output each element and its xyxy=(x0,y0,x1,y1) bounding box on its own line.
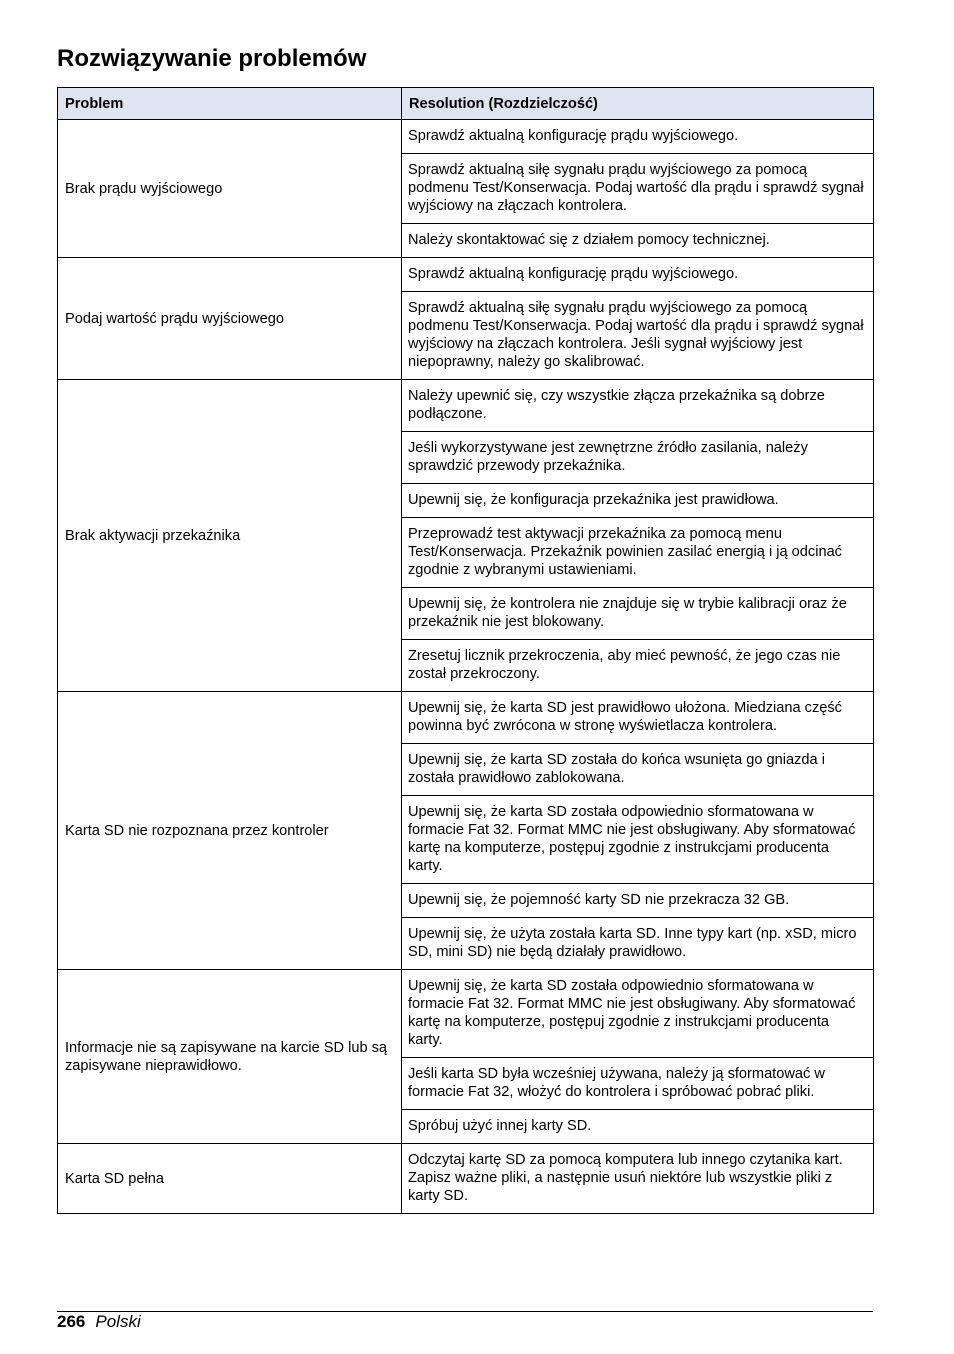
table-row xyxy=(58,692,874,744)
page-footer xyxy=(57,1312,141,1332)
problem-cell: Brak prądu wyjściowego xyxy=(58,120,402,258)
solution-cell: Sprawdź aktualną siłę sygnału prądu wyjściowego za pomocą podmenu Test/Konserwacja. Podaj wartość dla prądu i sprawdź sygnał wyjściowy na złączach kontrolera. Jeśli sygnał wyjściowy jest niepoprawny, należy go skalibrować. xyxy=(402,292,874,380)
solution-cell: Sprawdź aktualną konfigurację prądu wyjściowego. xyxy=(402,258,874,292)
solution-cell: Jeśli wykorzystywane jest zewnętrzne źródło zasilania, należy sprawdzić przewody przekaźnika. xyxy=(402,432,874,484)
header-problem: Problem xyxy=(58,88,402,120)
problem-cell: Podaj wartość prądu wyjściowego xyxy=(58,258,402,380)
solution-cell: Sprawdź aktualną siłę sygnału prądu wyjściowego za pomocą podmenu Test/Konserwacja. Podaj wartość dla prądu i sprawdź sygnał wyjściowy na złączach kontrolera. xyxy=(402,154,874,224)
solution-cell: Odczytaj kartę SD za pomocą komputera lub innego czytanika kart. Zapisz ważne pliki, a następnie usuń niektóre lub wszystkie pliki z karty SD. xyxy=(402,1144,874,1214)
solution-cell: Należy upewnić się, czy wszystkie złącza przekaźnika są dobrze podłączone. xyxy=(402,380,874,432)
table-row xyxy=(58,1144,874,1214)
solution-cell: Upewnij się, że karta SD została odpowiednio sformatowana w formacie Fat 32. Format MMC nie jest obsługiwany. Aby sformatować kartę na komputerze, postępuj zgodnie z instrukcjami producenta karty. xyxy=(402,970,874,1058)
problem-cell: Informacje nie są zapisywane na karcie SD lub są zapisywane nieprawidłowo. xyxy=(58,970,402,1144)
problem-cell: Brak aktywacji przekaźnika xyxy=(58,380,402,692)
page-number: 266 xyxy=(57,1312,86,1331)
table-row xyxy=(58,258,874,292)
page-title: Rozwiązywanie problemów xyxy=(57,45,367,72)
solution-cell: Upewnij się, że karta SD została do końca wsunięta go gniazda i została prawidłowo zablokowana. xyxy=(402,744,874,796)
solution-cell: Zresetuj licznik przekroczenia, aby mieć pewność, że jego czas nie został przekroczony. xyxy=(402,640,874,692)
solution-cell: Spróbuj użyć innej karty SD. xyxy=(402,1110,874,1144)
table-row xyxy=(58,970,874,1058)
solution-cell: Upewnij się, że kontrolera nie znajduje się w trybie kalibracji oraz że przekaźnik nie jest blokowany. xyxy=(402,588,874,640)
troubleshooting-table xyxy=(57,87,874,1214)
table-row xyxy=(58,120,874,154)
table-row xyxy=(58,380,874,432)
solution-cell: Upewnij się, że karta SD została odpowiednio sformatowana w formacie Fat 32. Format MMC nie jest obsługiwany. Aby sformatować kartę na komputerze, postępuj zgodnie z instrukcjami producenta karty. xyxy=(402,796,874,884)
solution-cell: Upewnij się, że konfiguracja przekaźnika jest prawidłowa. xyxy=(402,484,874,518)
problem-cell: Karta SD pełna xyxy=(58,1144,402,1214)
solution-cell: Upewnij się, że karta SD jest prawidłowo ułożona. Miedziana część powinna być zwrócona w stronę wyświetlacza kontrolera. xyxy=(402,692,874,744)
solution-cell: Przeprowadź test aktywacji przekaźnika za pomocą menu Test/Konserwacja. Przekaźnik powinien zasilać energią i ją odcinać zgodnie z wybranymi ustawieniami. xyxy=(402,518,874,588)
table-header-row xyxy=(58,88,874,120)
solution-cell: Upewnij się, że użyta została karta SD. Inne typy kart (np. xSD, micro SD, mini SD) nie będą działały prawidłowo. xyxy=(402,918,874,970)
solution-cell: Należy skontaktować się z działem pomocy technicznej. xyxy=(402,224,874,258)
footer-divider xyxy=(57,1311,873,1312)
solution-cell: Sprawdź aktualną konfigurację prądu wyjściowego. xyxy=(402,120,874,154)
solution-cell: Jeśli karta SD była wcześniej używana, należy ją sformatować w formacie Fat 32, włożyć do kontrolera i spróbować pobrać pliki. xyxy=(402,1058,874,1110)
header-resolution: Resolution (Rozdzielczość) xyxy=(402,88,874,120)
footer-language: Polski xyxy=(95,1312,141,1331)
solution-cell: Upewnij się, że pojemność karty SD nie przekracza 32 GB. xyxy=(402,884,874,918)
problem-cell: Karta SD nie rozpoznana przez kontroler xyxy=(58,692,402,970)
